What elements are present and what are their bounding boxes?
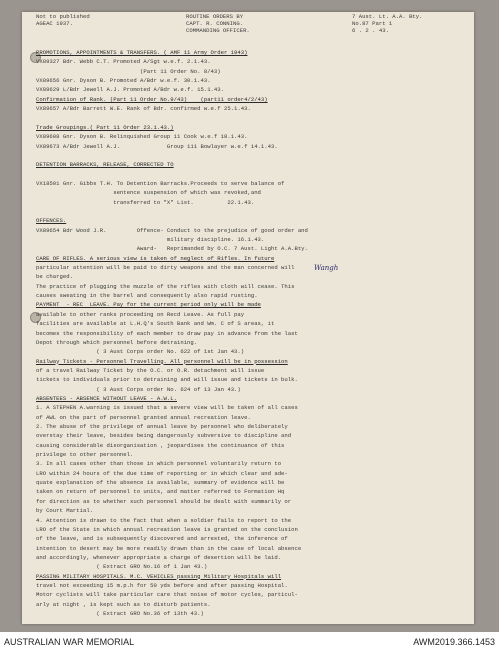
document-line: tickets to individuals prior to detraining and will issue and tickets in bulk. — [36, 376, 298, 384]
document-line: privilege to other personnel. — [36, 451, 134, 459]
handwritten-annotation: Wangh — [314, 264, 339, 272]
document-line: overstay their leave, besides being dangerously subversive to discipline and — [36, 432, 292, 440]
document-line: military discipline. 16.1.43. — [36, 236, 265, 243]
document-line: VX89654 Bdr Wood J.R. Offence- Conduct to the prejudice of good order and — [36, 226, 308, 234]
document-line: ( Extract GRO No.36 of 13th 43.) — [36, 610, 204, 617]
document-line: intention to desert may be more readily drawn than in the case of local absence — [36, 544, 302, 552]
document-line: arly at night , is kept such as to disturb patients. — [36, 600, 211, 608]
document-line: by Court Martial. — [36, 507, 94, 515]
header-left-1: Not to published — [36, 13, 90, 20]
footer-source: AUSTRALIAN WAR MEMORIAL — [4, 637, 135, 647]
header-center-3: COMMANDING OFFICER. — [186, 27, 250, 34]
document-line: Motor cyclists will take particular care that noise of motor cycles, particul- — [36, 591, 298, 599]
document-line: causing considerable disorganisation , jeopardises the continuance of this — [36, 441, 285, 449]
caption-bar — [0, 632, 499, 653]
document-line: of the leave, and is subsequently discovered and arrested, the inference of — [36, 535, 288, 543]
document-line: VX18501 Gnr. Gibbs T.H. To Detention Barracks.Proceeds to serve balance of — [36, 179, 285, 187]
document-line: ABSENTEES - ABSENCE WITHOUT LEAVE - A.W.L. — [36, 394, 177, 402]
document-line: OFFENCES. — [36, 217, 67, 225]
footer-accession: AWM2019.366.1453 — [413, 637, 495, 647]
document-line: ( 3 Aust Corps order No. 622 of 1st Jan 43.) — [36, 348, 245, 356]
document-line: 4. Attention is drawn to the fact that when a soldier fails to report to the — [36, 516, 292, 524]
document-line: Depot through which personnel before detraining. — [36, 338, 198, 346]
document-line: sentence suspension of which was revoked,and — [36, 189, 261, 197]
document-line: causes sweating in the barrel and consequently also rapid rusting. — [36, 292, 258, 300]
header-right-3: 6 . 2 . 43. — [352, 27, 389, 34]
document-line: VX89673 A/Bdr Jewell A.J. Group 111 Bowlayer w.e.f 14.1.43. — [36, 142, 278, 150]
document-line: LRO within 24 hours of the due time of reporting or in which clear and ade- — [36, 469, 288, 477]
document-line: DETENTION BARRACKS, RELEASE, CORRECTED TO — [36, 161, 174, 169]
document-line: 2. The abuse of the privilege of annual leave by personnel who deliberately — [36, 423, 288, 430]
header-right-1: 7 Aust. Lt. A.A. Bty. — [352, 13, 423, 20]
document-line: Railway Tickets - Personnel Travelling. All personnel will be in possession — [36, 357, 288, 365]
document-line: PAYMENT - REC LEAVE. Pay for the current period only will be made — [36, 301, 261, 309]
document-line: PROMOTIONS, APPOINTMENTS & TRANSFERS. ( AMF 11 Army Order 1943) — [36, 49, 248, 56]
document-line: VX89629 L/Bdr Jewell A.J. Promoted A/Bdr w.e.f. 15.1.43. — [36, 86, 224, 94]
document-line: quate explanation of the absence is available, summary of evidence will be — [36, 479, 285, 487]
document-page — [22, 12, 474, 624]
document-line: The practice of plugging the muzzle of the rifles with cloth will cease. This — [36, 282, 295, 290]
document-line: be charged. — [36, 273, 73, 281]
document-line: 1. A STEPHEN A.warning is issued that a severe view will be taken of all cases — [36, 404, 298, 412]
document-line: travel not exceeding 15 m.p.h for 50 yds before and after passing Hospital. — [36, 581, 288, 589]
document-line: for direction as to whether such personnel should be dealt with summarily or — [36, 497, 292, 505]
document-line: and accordingly, whenever appropriate a charge of desertion will be laid. — [36, 553, 282, 561]
document-line: VX89327 Bdr. Webb C.T. Promoted A/Sgt w.e.f. 2.1.43. — [36, 58, 211, 66]
header-center-1: ROUTINE ORDERS BY — [186, 13, 244, 20]
document-line: (Part 11 Order No. 8/43) — [36, 67, 221, 75]
document-line: of a travel Railway Ticket by the O.C. or O.R. detachment will issue — [36, 366, 265, 374]
document-line: ( 3 Aust Corps order No. 624 of 13 Jan 43.) — [36, 385, 241, 393]
document-line: transferred to "X" List. 22.1.43. — [36, 198, 255, 206]
document-line: particular attention will be paid to dirty weapons and the man concerned will — [36, 264, 295, 272]
document-line: LRO of the State in which annual recreation leave is granted on the conclusion — [36, 525, 298, 533]
document-line: taken on return of personnel to units, and matter referred to Formation Hq — [36, 488, 285, 496]
header-right-2: No.87 Part 1 — [352, 20, 393, 27]
document-line: facilities are available at L.H.Q's South Bank and Wm. C of S areas, it — [36, 320, 275, 328]
document-line: CARE OF RIFLES. A serious view is taken of neglect of Rifles. In future — [36, 254, 275, 262]
document-line: VX89608 Gnr. Dyson B. Relinquished Group 11 Cook w.e.f 18.1.43. — [36, 133, 248, 141]
document-line: VX89656 Gnr. Dyson B. Promoted A/Bdr w.e.f. 30.1.43. — [36, 77, 211, 85]
header-center-2: CAPT. R. CONNING. — [186, 20, 244, 27]
document-line: available to other ranks proceeding on Recd Leave. As full pay — [36, 310, 245, 318]
document-line: PASSING MILITARY HOSPITALS. M.C. VEHICLES passing Military Hospitals will — [36, 572, 282, 580]
document-line: ( Extract GRO No.16 of 1 Jan 43.) — [36, 563, 208, 571]
document-line: 3. In all cases other than those in which personnel voluntarily return to — [36, 460, 282, 468]
document-line: Award- Reprimanded by O.C. 7 Aust. Light A.A.Bty. — [36, 245, 308, 253]
header-left-2: AGEAC 1937. — [36, 20, 73, 27]
document-line: VX89657 A/Bdr Barrett W.E. Rank of Bdr. confirmed w.e.f 25.1.43. — [36, 105, 251, 113]
document-line: of AWL on the part of personnel granted annual recreation leave. — [36, 413, 251, 421]
document-line: becomes the responsibility of each member to draw pay in advance from the last — [36, 329, 298, 337]
document-line: Confirmation of Rank. (Part 11 Order No.9/43) (part11 order4/2/43) — [36, 95, 268, 103]
document-line: Trade Groupings.( Part 11 Order 23.1.43.) — [36, 123, 174, 131]
